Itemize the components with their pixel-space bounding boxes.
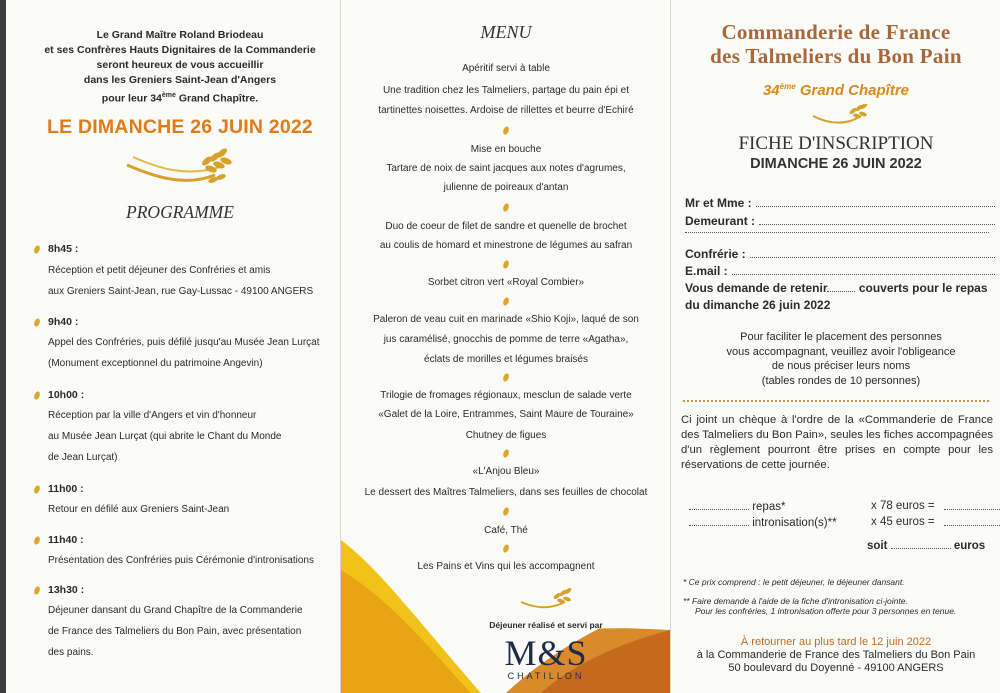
menu-title: MENU [480, 22, 532, 42]
grain-icon [503, 297, 509, 306]
event-date: LE DIMANCHE 26 JUIN 2022 [47, 116, 313, 138]
fill-line[interactable] [759, 214, 995, 225]
programme-line: Réception et petit déjeuner des Confréries et amis [48, 265, 271, 276]
grain-icon [503, 507, 509, 516]
intronisation-total-field[interactable] [944, 516, 1000, 526]
menu-line: au coulis de homard et minestrone de légumes au safran [379, 240, 633, 251]
programme-line: Déjeuner dansant du Grand Chapître de la Commanderie [48, 605, 303, 616]
menu-line: éclats de morilles et légumes braisés [424, 354, 588, 365]
programme-item [34, 584, 334, 663]
grain-icon [34, 485, 40, 494]
field-label: E.mail : [685, 264, 728, 278]
intro-line: seront heureux de vous accueillir [96, 59, 264, 71]
programme-line: de France des Talmeliers du Bon Pain, avec présentation [48, 626, 302, 637]
fill-line[interactable] [732, 264, 995, 275]
programme-time: 11h40 : [48, 534, 84, 546]
org-title-line1: Commanderie de France [721, 20, 951, 44]
grain-icon [503, 126, 509, 135]
fill-line[interactable] [750, 247, 995, 258]
repas-count-field[interactable] [689, 500, 749, 510]
registration-panel: Commanderie de France des Talmeliers du Bon Pain 34ème Grand Chapître FICHE D'INSCRIPTION DIMANCHE 26 JUIN 2022 Mr et Mme : Demeurant : Confrérie : E.mail : Vous demande de retenir couverts pour le repas du dimanche 26 juin 2022 Pour faciliter le placement des personnes vous accompagnant, veuillez avoir l'obligeance de nous préciser leurs noms (tables rondes de 10 personnes) Ci joint un chèque à l'ordre de la «Commanderie de France des Talmeliers du Bon Pain», seules les fiches accompagnées d'un règlement pourront être prises en compte pour les réservations de cette journée. repas* x 78 euros = intronisation(s)** x 45 euros = soit euros * Ce prix comprend : le petit déjeuner, le déjeuner dansant. ** Faire demande à l'aide de la fiche d'intronisation ci-jointe. Pour les confréries, 1 intronisation offerte pour 3 personnes en tenue. À retourner au plus tard le 12 juin 2022 à la Commanderie de France des Talmeliers du Bon Pain 50 boulevard du Doyenné - 49100 ANGERS [670, 0, 1000, 693]
fill-line[interactable] [756, 196, 995, 207]
grain-icon [503, 449, 509, 458]
confrerie-field[interactable] [685, 247, 995, 261]
repas-total-field[interactable] [944, 500, 1000, 510]
programme-time: 8h45 : [48, 243, 79, 255]
address-line[interactable] [685, 232, 989, 233]
programme-line: des pains. [48, 647, 94, 658]
intro-text [30, 28, 330, 107]
grain-icon [503, 544, 509, 553]
org-title-line2: des Talmeliers du Bon Pain [710, 44, 962, 68]
menu-line: Apéritif servi à table [462, 63, 550, 74]
form-title: FICHE D'INSCRIPTION [738, 133, 934, 154]
form-date: DIMANCHE 26 JUIN 2022 [750, 156, 922, 172]
grain-icon [503, 203, 509, 212]
menu-line: Mise en bouche [470, 144, 542, 155]
intronisation-note-2: Pour les confréries, 1 intronisation offerte pour 3 personnes en tenue. [695, 606, 957, 616]
wheat-icon [811, 104, 871, 128]
intronisation-count-field[interactable] [689, 516, 749, 526]
field-label: Confrérie : [685, 247, 746, 261]
wheat-icon [125, 147, 235, 192]
programme-line: Présentation des Confréries puis Cérémonie d'intronisations [48, 555, 314, 566]
menu-line: «Galet de la Loire, Entrammes, Saint Maure de Touraine» [378, 409, 634, 420]
grain-icon [34, 245, 40, 254]
menu-line: Le dessert des Maîtres Talmeliers, dans ses feuilles de chocolat [364, 487, 648, 498]
programme-line: au Musée Jean Lurçat (qui abrite le Chant du Monde [48, 431, 282, 442]
total-field[interactable] [891, 548, 951, 549]
programme-time: 10h00 : [48, 389, 85, 401]
programme-time: 11h00 : [48, 483, 84, 495]
programme-item [34, 243, 334, 302]
scan-edge [0, 0, 6, 693]
covers-request: Vous demande de retenir couverts pour le repas du dimanche 26 juin 2022 [685, 281, 988, 312]
menu-line: jus caramélisé, gnocchis de pomme de terre «Agatha», [383, 334, 629, 345]
email-field[interactable] [685, 264, 995, 278]
programme-title: PROGRAMME [126, 202, 234, 222]
covers-count-field[interactable] [827, 291, 855, 292]
field-label: Demeurant : [685, 214, 756, 228]
programme-line: de Jean Lurçat) [48, 452, 118, 463]
programme-time: 13h30 : [48, 584, 85, 596]
grain-icon [34, 586, 40, 595]
menu-line: Tartare de noix de saint jacques aux notes d'agrumes, [386, 163, 626, 174]
intro-line: Le Grand Maître Roland Briodeau [96, 29, 264, 41]
programme-line: Réception par la ville d'Angers et vin d'honneur [48, 410, 257, 421]
grain-icon [503, 260, 509, 269]
menu-line: Une tradition chez les Talmeliers, partage du pain épi et [382, 85, 630, 96]
menu-line: Café, Thé [484, 525, 528, 536]
programme-item [34, 316, 334, 374]
placement-text: Pour faciliter le placement des personnes vous accompagnant, veuillez avoir l'obligeance de nous préciser leurs noms (tables rondes de 10 personnes) [726, 331, 956, 387]
menu-line: Paleron de veau cuit en marinade «Shio Koji», laqué de son [373, 314, 639, 325]
programme-line: (Monument exceptionnel du patrimoine Angevin) [48, 358, 263, 369]
left-panel [0, 0, 340, 693]
demeurant-field[interactable] [685, 214, 995, 228]
menu-panel [340, 0, 670, 693]
programme-item [34, 389, 334, 468]
grain-icon [34, 391, 40, 400]
menu-line: tartinettes noisettes. Ardoise de rillettes et beurre d'Echiré [378, 105, 634, 116]
intro-line: et ses Confrères Hauts Dignitaires de la Commanderie [44, 44, 316, 56]
grain-icon [34, 536, 40, 545]
programme-time: 9h40 : [48, 316, 79, 328]
programme-line: aux Greniers Saint-Jean, rue Gay-Lussac - 49100 ANGERS [48, 286, 314, 297]
wheat-icon [519, 588, 575, 614]
return-info: À retourner au plus tard le 12 juin 2022 à la Commanderie de France des Talmeliers du Bon Pain 50 boulevard du Doyenné - 49100 ANGERS [696, 636, 976, 674]
programme-line: Appel des Confréries, puis défilé jusqu'au Musée Jean Lurçat [48, 337, 320, 348]
programme-item [34, 534, 334, 571]
menu-line: Chutney de figues [465, 430, 547, 441]
total-row: soit euros [867, 540, 986, 552]
menu-line: Les Pains et Vins qui les accompagnent [417, 561, 595, 572]
price-note: * Ce prix comprend : le petit déjeuner, le déjeuner dansant. [683, 577, 905, 587]
divider [683, 400, 989, 402]
caterer-city: CHATILLON [507, 671, 585, 681]
traiteur-label: Déjeuner réalisé et servi par [489, 620, 603, 630]
intro-line: pour leur 34ème Grand Chapître. [101, 92, 259, 105]
menu-line: «L'Anjou Bleu» [472, 466, 540, 477]
grain-icon [34, 318, 40, 327]
menu-line: Sorbet citron vert «Royal Combier» [427, 277, 585, 288]
mr-mme-field[interactable] [685, 196, 995, 210]
menu-line: Trilogie de fromages régionaux, mesclun de salade verte [380, 390, 632, 401]
chapitre-title: 34ème Grand Chapître [762, 82, 910, 99]
intronisation-note: ** Faire demande à l'aide de la fiche d'intronisation ci-jointe. [683, 596, 908, 606]
intro-line: dans les Greniers Saint-Jean d'Angers [83, 74, 277, 86]
menu-line: Duo de coeur de filet de sandre et quenelle de brochet [385, 221, 627, 232]
caterer-logo: M&S [504, 633, 588, 673]
programme-line: Retour en défilé aux Greniers Saint-Jean [48, 504, 230, 515]
cheque-text: Ci joint un chèque à l'ordre de la «Commanderie de France des Talmeliers du Bon Pain», seules les fiches accompagnées d'un règlement pourront être prises en compte pour les réservations de cette journée. [681, 414, 993, 471]
field-label: Mr et Mme : [685, 196, 752, 210]
grain-icon [503, 373, 509, 382]
programme-item [34, 483, 334, 520]
menu-line: julienne de poireaux d'antan [443, 182, 569, 193]
